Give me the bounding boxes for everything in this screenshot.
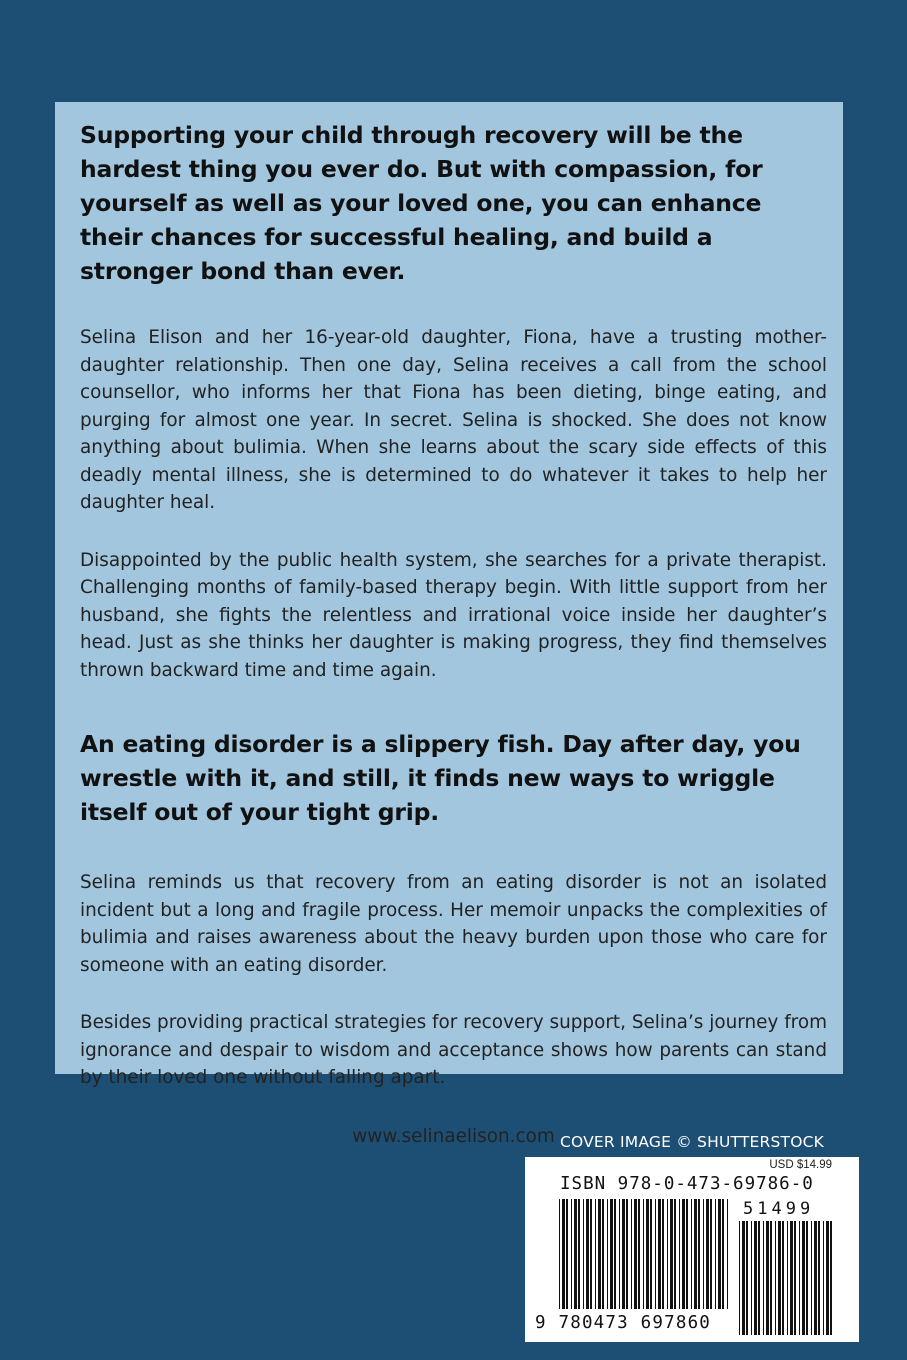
barcode-bar xyxy=(566,1199,568,1309)
barcode-bar xyxy=(686,1199,688,1309)
barcode-bar xyxy=(670,1199,673,1309)
barcode-bar xyxy=(787,1221,788,1335)
barcode-bar xyxy=(802,1221,805,1335)
barcode-bar xyxy=(610,1199,613,1309)
barcode-bar xyxy=(746,1221,748,1335)
barcode-bar xyxy=(830,1221,832,1335)
blurb-lead-2: An eating disorder is a slippery fish. Day after day, you wrestle with it, and still, it finds new ways to wriggle itself out of your tight grip. xyxy=(80,730,801,826)
barcode-bar xyxy=(614,1199,616,1309)
blurb-paragraph-2: Disappointed by the public health system, she searches for a private therapist. Challenging months of family-based therapy begin. With little support from her husband, she fights the relentless and irrational voice inside her daughter’s head. Just as she thinks her daughter is making progress, they find themselves thrown backward time and time again. xyxy=(80,549,827,681)
barcode-bar xyxy=(674,1199,676,1309)
barcode-bar xyxy=(706,1199,709,1309)
barcode-bar xyxy=(799,1221,800,1335)
barcode-bar xyxy=(826,1221,829,1335)
ean-digits: 9 780473 697860 xyxy=(535,1313,712,1333)
barcode-bar xyxy=(754,1221,757,1335)
barcode-bar xyxy=(694,1199,697,1309)
barcode-bar xyxy=(766,1221,769,1335)
barcode-bar xyxy=(703,1199,704,1309)
barcode-bar xyxy=(751,1221,752,1335)
barcode-bar xyxy=(662,1199,664,1309)
barcode-bar xyxy=(682,1199,685,1309)
barcode-bar xyxy=(770,1221,772,1335)
barcode-bar xyxy=(823,1221,824,1335)
cover-image-credit: COVER IMAGE © SHUTTERSTOCK xyxy=(559,1133,825,1151)
barcode-bar xyxy=(679,1199,680,1309)
barcode-bar xyxy=(638,1199,640,1309)
barcode-bar xyxy=(782,1221,784,1335)
barcode-bar xyxy=(574,1199,577,1309)
barcode-bar xyxy=(763,1221,764,1335)
barcode-bar xyxy=(739,1221,740,1335)
barcode-bar xyxy=(727,1199,728,1309)
isbn-label: ISBN 978-0-473-69786-0 xyxy=(560,1174,814,1194)
blurb-lead: Supporting your child through recovery will be the hardest thing you ever do. But with compassion, for yourself as well as your loved one, you can enhance their chances for successful healing, and build a stronger bond than ever. xyxy=(80,121,763,285)
barcode-bar xyxy=(634,1199,637,1309)
barcode-bar xyxy=(818,1221,820,1335)
price-addon-digits: 51499 xyxy=(743,1199,815,1219)
barcode-bar xyxy=(715,1199,716,1309)
barcode-bar xyxy=(619,1199,620,1309)
barcode-bar xyxy=(583,1199,584,1309)
barcode-bar xyxy=(562,1199,565,1309)
barcode-bar xyxy=(607,1199,608,1309)
blurb-paragraph-1: Selina Elison and her 16-year-old daughter, Fiona, have a trusting mother-daughter relationship. Then one day, Selina receives a call from the school counsellor, who informs her that Fiona has been dieting, binge eating, and purging for almost one year. In secret. Selina is shocked. She does not know anything about bulimia. When she learns about the scary side effects of this deadly mental illness, she is determined to do whatever it takes to help her daughter heal. xyxy=(80,327,827,513)
barcode-bar xyxy=(722,1199,724,1309)
barcode-bar xyxy=(775,1221,776,1335)
barcode-bar xyxy=(742,1221,745,1335)
barcode-bar xyxy=(667,1199,668,1309)
barcode-bar xyxy=(578,1199,580,1309)
barcode-bar xyxy=(650,1199,652,1309)
barcode-bar xyxy=(814,1221,817,1335)
barcode-bar xyxy=(658,1199,661,1309)
barcode-bar xyxy=(811,1221,812,1335)
barcode-bar xyxy=(710,1199,712,1309)
barcode-bar xyxy=(646,1199,649,1309)
price-label: USD $14.99 xyxy=(769,1159,832,1171)
barcode-bar xyxy=(698,1199,700,1309)
author-website: www.selinaelison.com xyxy=(352,1125,555,1147)
barcode-bar xyxy=(806,1221,808,1335)
barcode-bar xyxy=(626,1199,628,1309)
barcode-bar xyxy=(586,1199,589,1309)
barcode-bar xyxy=(595,1199,596,1309)
barcode-bar xyxy=(790,1221,793,1335)
barcode-bar xyxy=(778,1221,781,1335)
blurb-paragraph-3: Selina reminds us that recovery from an eating disorder is not an isolated incident but a long and fragile process. Her memoir unpacks the complexities of bulimia and raises awareness about the heavy burden upon those who care for someone with an eating disorder. xyxy=(80,872,827,976)
barcode-bar xyxy=(571,1199,572,1309)
barcode-bar xyxy=(590,1199,592,1309)
barcode-bar xyxy=(559,1199,560,1309)
barcode-bar xyxy=(643,1199,644,1309)
barcode-bar xyxy=(602,1199,604,1309)
barcode-bar xyxy=(655,1199,656,1309)
barcode-bar xyxy=(758,1221,760,1335)
barcode-bar xyxy=(691,1199,692,1309)
barcode-box xyxy=(525,1157,859,1342)
barcode-bar xyxy=(631,1199,632,1309)
blurb-paragraph-4: Besides providing practical strategies for recovery support, Selina’s journey from ignorance and despair to wisdom and acceptance shows how parents can stand by their loved one without falling apart. xyxy=(80,1012,827,1088)
barcode-bar xyxy=(598,1199,601,1309)
barcode-bar xyxy=(622,1199,625,1309)
barcode-bar xyxy=(718,1199,721,1309)
barcode-bar xyxy=(794,1221,796,1335)
